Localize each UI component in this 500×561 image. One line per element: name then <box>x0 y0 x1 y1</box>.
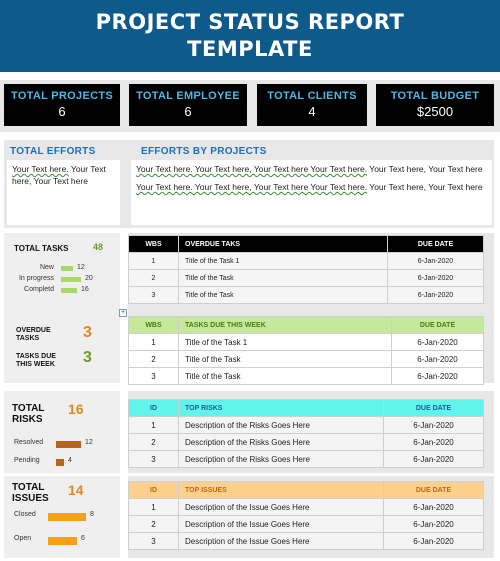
bar <box>48 513 86 521</box>
overdue-tasks-value: 3 <box>83 324 92 341</box>
kpi-total-clients <box>257 84 367 126</box>
table-row[interactable]: 2 Title of the Task 6-Jan-2020 <box>129 351 484 368</box>
table-row[interactable]: 2 Description of the Issue Goes Here 6-Jan-2020 <box>129 516 484 533</box>
bar-value: 4 <box>68 457 72 464</box>
bar-label: Resolved <box>14 439 44 446</box>
bar-label: New <box>39 264 54 271</box>
col-header: ID <box>129 400 179 417</box>
table-header-row <box>129 400 484 417</box>
expand-plus-icon[interactable]: + <box>120 309 126 316</box>
total-issues-value: 14 <box>68 482 84 498</box>
bar-value: 16 <box>81 286 89 293</box>
overdue-tasks-label: OVERDUE TASKS <box>16 327 51 342</box>
total-efforts-text: Your Text here. Your Text here, Your Text here <box>12 164 106 186</box>
kpi-total-employee <box>129 84 247 126</box>
table-row[interactable]: 1 Description of the Risks Goes Here 6-Jan-2020 <box>129 417 484 434</box>
bar-label: Pending <box>14 457 40 464</box>
table-header-row <box>129 482 484 499</box>
top-issues-table <box>128 481 484 550</box>
bar <box>56 441 81 448</box>
report-title-line1: PROJECT STATUS REPORT <box>95 10 405 34</box>
col-header: DUE DATE <box>384 482 484 499</box>
total-issues-label: TOTAL ISSUES <box>12 482 49 504</box>
table-row[interactable]: 3 Title of the Task 6-Jan-2020 <box>129 368 484 385</box>
tasks-due-week-value: 3 <box>83 349 92 366</box>
bar <box>61 288 77 293</box>
bar-label: In progress <box>18 275 54 282</box>
kpi-label: TOTAL PROJECTS <box>11 90 113 102</box>
table-row[interactable]: 1 Title of the Task 1 6-Jan-2020 <box>129 334 484 351</box>
kpi-label: TOTAL CLIENTS <box>267 90 357 102</box>
col-header: ID <box>129 482 179 499</box>
bar-label: Open <box>14 535 32 542</box>
col-header: TASKS DUE THIS WEEK <box>179 317 392 334</box>
col-header: WBS <box>129 317 179 334</box>
bar <box>61 266 73 271</box>
bar-value: 20 <box>85 275 93 282</box>
total-tasks-label: TOTAL TASKS <box>14 244 69 253</box>
kpi-value: 4 <box>308 104 316 119</box>
kpi-value: $2500 <box>416 104 454 119</box>
total-efforts-box[interactable] <box>7 160 120 225</box>
total-tasks-value: 48 <box>93 242 104 252</box>
col-header: DUE DATE <box>384 400 484 417</box>
kpi-label: TOTAL EMPLOYEE <box>136 90 240 102</box>
table-row[interactable]: 3 Title of the Task 6-Jan-2020 <box>129 287 484 304</box>
kpi-value: 6 <box>184 104 192 119</box>
tasks-due-week-table <box>128 316 484 385</box>
overdue-tasks-table <box>128 235 484 304</box>
table-row[interactable]: 1 Title of the Task 1 6-Jan-2020 <box>129 253 484 270</box>
bar <box>61 277 81 282</box>
tasks-due-week-label: TASKS DUE THIS WEEK <box>16 353 56 368</box>
table-row[interactable]: 1 Description of the Issue Goes Here 6-Jan-2020 <box>129 499 484 516</box>
bar-value: 12 <box>77 264 85 271</box>
table-row[interactable]: 3 Description of the Risks Goes Here 6-Jan-2020 <box>129 451 484 468</box>
bar <box>56 459 64 466</box>
kpi-label: TOTAL BUDGET <box>390 90 480 102</box>
kpi-total-projects <box>4 84 120 126</box>
col-header: WBS <box>129 236 179 253</box>
col-header: TOP RISKS <box>179 400 384 417</box>
report-header <box>0 0 500 72</box>
bar-label: Completd <box>24 286 54 293</box>
efforts-text-line2: Your Text here. Your Text here, Your Text here Your Text here. Your Text here, Your Text here <box>136 182 483 192</box>
kpi-value: 6 <box>58 104 66 119</box>
table-header-row <box>129 317 484 334</box>
report-title-line2: TEMPLATE <box>187 37 313 61</box>
col-header: DUE DATE <box>388 236 484 253</box>
total-efforts-title: TOTAL EFFORTS <box>10 146 96 157</box>
efforts-text-line1: Your Text here. Your Text here, Your Text here Your Text here. Your Text here, Your Text here <box>136 164 483 174</box>
bar <box>48 537 77 545</box>
col-header: DUE DATE <box>392 317 484 334</box>
table-row[interactable]: 3 Description of the Issue Goes Here 6-Jan-2020 <box>129 533 484 550</box>
col-header: TOP ISSUES <box>179 482 384 499</box>
efforts-by-projects-box[interactable] <box>131 160 492 225</box>
kpi-total-budget <box>376 84 494 126</box>
bar-label: Closed <box>14 511 36 518</box>
table-header-row <box>129 236 484 253</box>
bar-value: 12 <box>85 439 93 446</box>
col-header: OVERDUE TAKS <box>179 236 388 253</box>
total-risks-value: 16 <box>68 401 84 417</box>
table-row[interactable]: 2 Title of the Task 6-Jan-2020 <box>129 270 484 287</box>
efforts-by-projects-title: EFFORTS BY PROJECTS <box>141 146 267 157</box>
total-risks-label: TOTAL RISKS <box>12 403 45 425</box>
bar-value: 8 <box>90 511 94 518</box>
top-risks-table <box>128 399 484 468</box>
bar-value: 6 <box>81 535 85 542</box>
table-row[interactable]: 2 Description of the Risks Goes Here 6-Jan-2020 <box>129 434 484 451</box>
